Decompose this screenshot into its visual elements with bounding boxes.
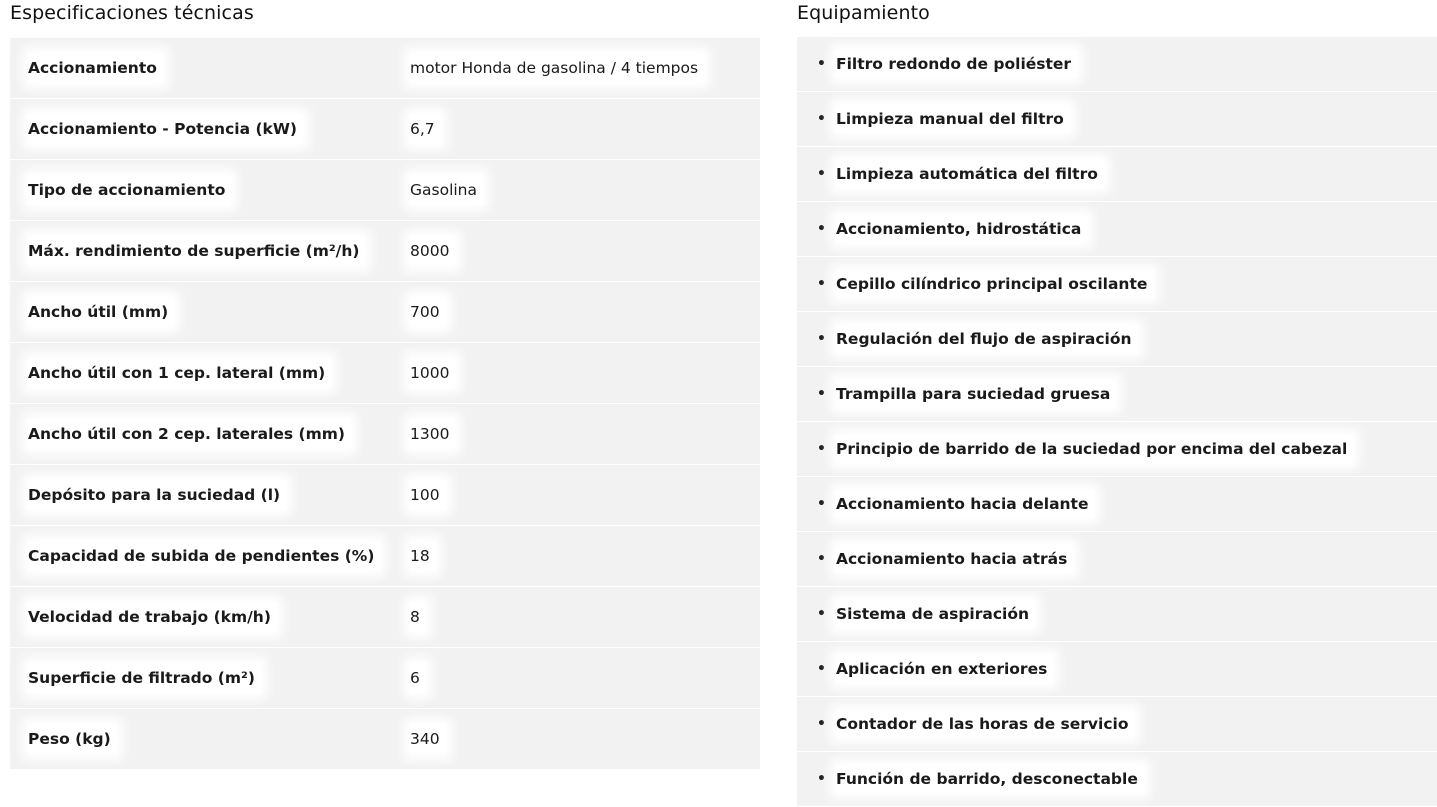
equipment-item <box>797 642 1437 696</box>
equipment-item <box>797 202 1437 256</box>
specs-table <box>10 38 760 770</box>
spec-value: 1300 <box>410 419 455 449</box>
spec-row <box>10 465 760 525</box>
spec-row <box>10 526 760 586</box>
spec-label: Capacidad de subida de pendientes (%) <box>28 541 380 571</box>
spec-value: 8 <box>410 602 426 632</box>
spec-row <box>10 404 760 464</box>
bullet-icon: • <box>817 331 826 347</box>
equipment-item <box>797 147 1437 201</box>
spec-row <box>10 648 760 708</box>
equipment-item <box>797 532 1437 586</box>
equipment-item-text: Accionamiento hacia atrás <box>836 545 1073 573</box>
spec-row <box>10 343 760 403</box>
spec-value: 100 <box>410 480 446 510</box>
bullet-icon: • <box>817 551 826 567</box>
equipment-item <box>797 587 1437 641</box>
bullet-icon: • <box>817 496 826 512</box>
spec-label: Ancho útil (mm) <box>28 297 174 327</box>
equipment-item <box>797 367 1437 421</box>
spec-value: 8000 <box>410 236 455 266</box>
bullet-icon: • <box>817 661 826 677</box>
spec-row <box>10 282 760 342</box>
equipment-item <box>797 257 1437 311</box>
bullet-icon: • <box>817 166 826 182</box>
equipment-item-text: Accionamiento hacia delante <box>836 490 1094 518</box>
equipment-item <box>797 37 1437 91</box>
equipment-item-text: Función de barrido, desconectable <box>836 765 1144 793</box>
spec-value: 340 <box>410 724 446 754</box>
equipment-item-text: Cepillo cilíndrico principal oscilante <box>836 270 1153 298</box>
equipment-item <box>797 422 1437 476</box>
equipment-item-text: Sistema de aspiración <box>836 600 1035 628</box>
equipment-list <box>797 37 1437 807</box>
spec-value: 18 <box>410 541 436 571</box>
equipment-item-text: Limpieza manual del filtro <box>836 105 1070 133</box>
specs-title: Especificaciones técnicas <box>10 2 254 24</box>
equipment-item <box>797 752 1437 806</box>
equipment-item <box>797 477 1437 531</box>
spec-label: Tipo de accionamiento <box>28 175 231 205</box>
equipment-item-text: Regulación del flujo de aspiración <box>836 325 1138 353</box>
bullet-icon: • <box>817 441 826 457</box>
bullet-icon: • <box>817 276 826 292</box>
equipment-item-text: Contador de las horas de servicio <box>836 710 1134 738</box>
spec-label: Máx. rendimiento de superficie (m²/h) <box>28 236 365 266</box>
spec-label: Peso (kg) <box>28 724 117 754</box>
spec-value: 6 <box>410 663 426 693</box>
equipment-item-text: Aplicación en exteriores <box>836 655 1053 683</box>
spec-label: Ancho útil con 1 cep. lateral (mm) <box>28 358 331 388</box>
equipment-item <box>797 92 1437 146</box>
spec-value: 1000 <box>410 358 455 388</box>
spec-row <box>10 99 760 159</box>
bullet-icon: • <box>817 606 826 622</box>
equipment-item-text: Accionamiento, hidrostática <box>836 215 1087 243</box>
spec-label: Ancho útil con 2 cep. laterales (mm) <box>28 419 351 449</box>
spec-value: 700 <box>410 297 446 327</box>
equipment-item-text: Limpieza automática del filtro <box>836 160 1104 188</box>
bullet-icon: • <box>817 56 826 72</box>
spec-label: Depósito para la suciedad (l) <box>28 480 286 510</box>
bullet-icon: • <box>817 221 826 237</box>
spec-value: motor Honda de gasolina / 4 tiempos <box>410 53 704 83</box>
spec-label: Velocidad de trabajo (km/h) <box>28 602 277 632</box>
spec-row <box>10 587 760 647</box>
bullet-icon: • <box>817 716 826 732</box>
equipment-item-text: Filtro redondo de poliéster <box>836 50 1077 78</box>
spec-label: Accionamiento <box>28 53 163 83</box>
spec-value: 6,7 <box>410 114 441 144</box>
equipment-item <box>797 697 1437 751</box>
equipment-item <box>797 312 1437 366</box>
bullet-icon: • <box>817 111 826 127</box>
spec-label: Accionamiento - Potencia (kW) <box>28 114 303 144</box>
spec-label: Superficie de filtrado (m²) <box>28 663 261 693</box>
bullet-icon: • <box>817 771 826 787</box>
bullet-icon: • <box>817 386 826 402</box>
spec-row <box>10 221 760 281</box>
spec-value: Gasolina <box>410 175 483 205</box>
equipment-title: Equipamiento <box>797 2 930 24</box>
spec-row <box>10 38 760 98</box>
equipment-item-text: Trampilla para suciedad gruesa <box>836 380 1116 408</box>
equipment-item-text: Principio de barrido de la suciedad por encima del cabezal <box>836 435 1353 463</box>
spec-row <box>10 709 760 769</box>
spec-row <box>10 160 760 220</box>
